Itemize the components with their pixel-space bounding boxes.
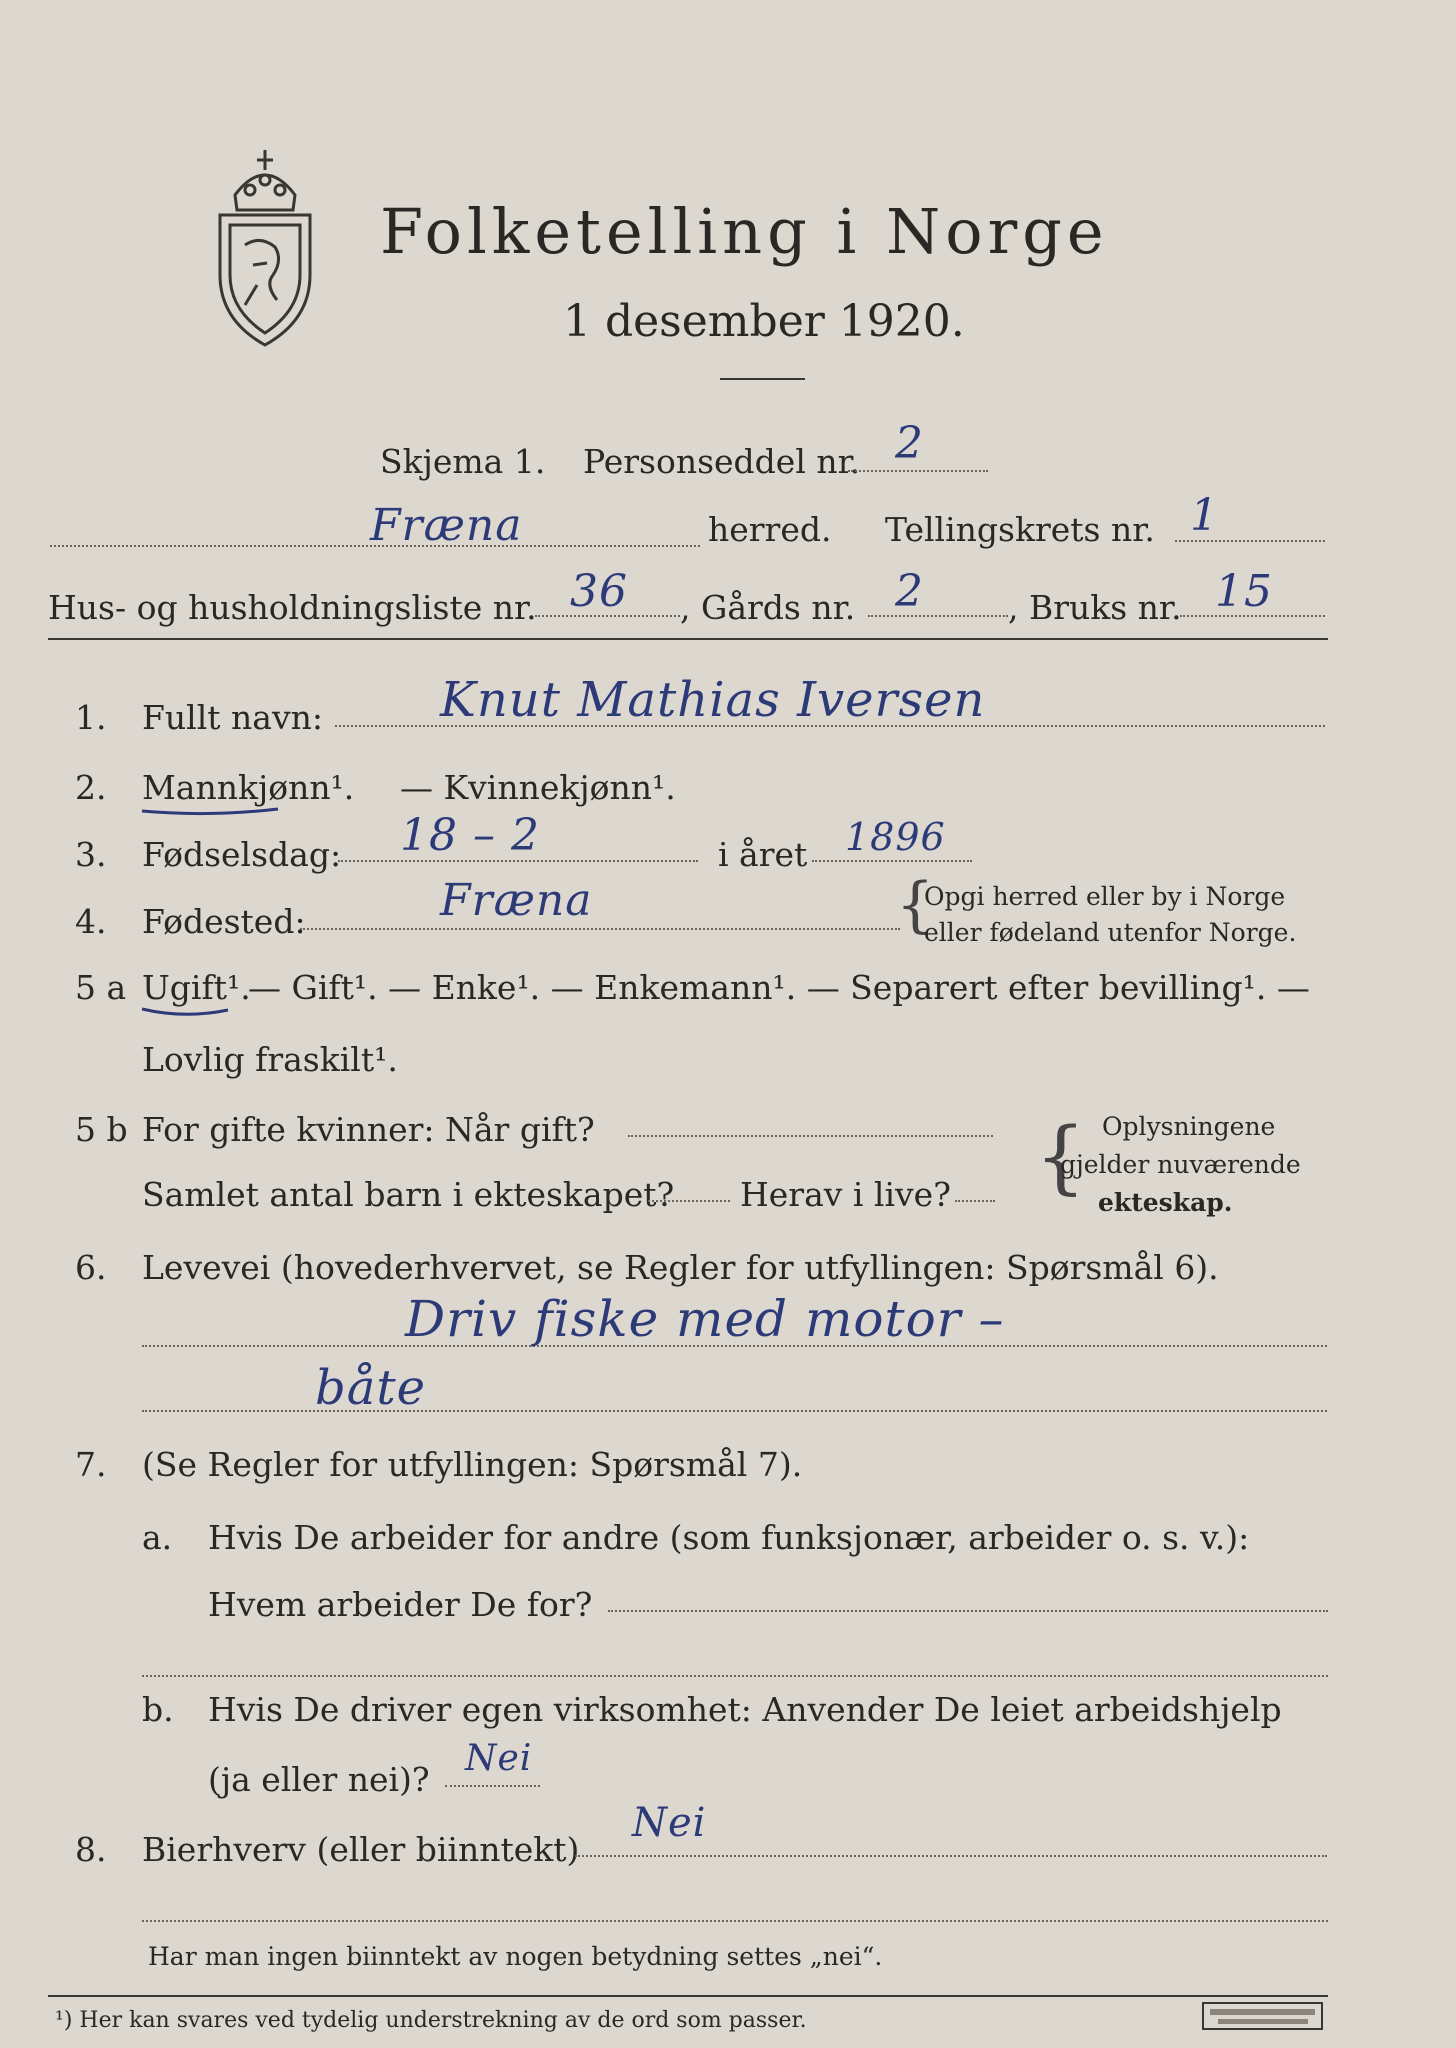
q5a-number: 5 a [75, 968, 127, 1007]
herred-value[interactable]: Fræna [370, 500, 523, 551]
q7-number: 7. [75, 1445, 107, 1484]
q4-brace: { [896, 870, 935, 940]
gards-value[interactable]: 2 [895, 566, 924, 617]
footnote: ¹) Her kan svares ved tydelig understrekning av de ord som passer. [55, 2008, 807, 2033]
footer-note: Har man ingen biinntekt av nogen betydning settes „nei“. [148, 1942, 883, 1971]
q7a-line-2 [142, 1675, 1328, 1677]
q5b-note-1: Oplysningene [1102, 1112, 1276, 1141]
q2-underline [140, 805, 280, 817]
gards-label: , Gårds nr. [680, 588, 856, 627]
q7b-text: Hvis De driver egen virksomhet: Anvender De leiet arbeidshjelp [208, 1690, 1282, 1729]
q6-label: Levevei (hovederhvervet, se Regler for utfyllingen: Spørsmål 6). [142, 1248, 1219, 1287]
q5b-line-3 [955, 1200, 995, 1202]
q4-note-2: eller fødeland utenfor Norge. [924, 918, 1297, 947]
q6-number: 6. [75, 1248, 107, 1287]
tellingskrets-label: Tellingskrets nr. [885, 510, 1155, 549]
q7b-line [445, 1785, 540, 1787]
form-title: Folketelling i Norge [380, 195, 1109, 268]
q3-number: 3. [75, 835, 107, 874]
q1-label: Fullt navn: [142, 698, 323, 737]
q1-value[interactable]: Knut Mathias Iversen [440, 672, 986, 728]
q3-year-line [812, 860, 972, 862]
coat-of-arms-icon [205, 135, 325, 350]
q7a-text-2: Hvem arbeider De for? [208, 1585, 593, 1624]
q1-number: 1. [75, 698, 107, 737]
q3-label: Fødselsdag: [142, 835, 342, 874]
q7b-letter: b. [142, 1690, 174, 1729]
q2-number: 2. [75, 768, 107, 807]
gards-line [868, 615, 1008, 617]
q5a-ugift[interactable]: Ugift¹. [142, 968, 251, 1007]
bruks-value[interactable]: 15 [1215, 566, 1273, 617]
q3-value[interactable]: 18 – 2 [400, 810, 540, 861]
q7-label: (Se Regler for utfyllingen: Spørsmål 7). [142, 1445, 803, 1484]
q5a-options[interactable]: — Gift¹. — Enke¹. — Enkemann¹. — Separert efter bevilling¹. — [248, 968, 1310, 1007]
q5b-line-1 [628, 1135, 993, 1137]
q4-line [300, 928, 900, 930]
q5b-line-2 [648, 1200, 730, 1202]
q5a-underline [140, 1005, 230, 1017]
tellingskrets-value[interactable]: 1 [1190, 490, 1219, 541]
q2-kvinnekjonn[interactable]: — Kvinnekjønn¹. [400, 768, 676, 807]
personseddel-line [848, 470, 988, 472]
q4-label: Fødested: [142, 902, 306, 941]
personseddel-value[interactable]: 2 [895, 418, 924, 469]
q4-note-1: Opgi herred eller by i Norge [924, 882, 1286, 911]
bruks-label: , Bruks nr. [1008, 588, 1182, 627]
q5b-label-1: For gifte kvinner: Når gift? [142, 1110, 595, 1149]
q5b-note-3: ekteskap. [1098, 1188, 1233, 1217]
q7a-letter: a. [142, 1518, 173, 1557]
q8-value[interactable]: Nei [632, 1800, 707, 1846]
q5b-number: 5 b [75, 1110, 128, 1149]
q6-value-1[interactable]: Driv fiske med motor – [405, 1290, 1005, 1348]
q4-number: 4. [75, 902, 107, 941]
hus-label: Hus- og husholdningsliste nr. [48, 588, 537, 627]
header-divider [48, 638, 1328, 640]
q5a-line2[interactable]: Lovlig fraskilt¹. [142, 1040, 398, 1079]
hus-value[interactable]: 36 [570, 566, 628, 617]
footer-rule [48, 1995, 1328, 1997]
q8-number: 8. [75, 1830, 107, 1869]
q3-year-label: i året [718, 835, 808, 874]
q3-year-value[interactable]: 1896 [845, 815, 946, 859]
q4-value[interactable]: Fræna [440, 875, 593, 926]
q5b-brace: { [1035, 1110, 1086, 1203]
form-date: 1 desember 1920. [563, 296, 965, 347]
q7a-text: Hvis De arbeider for andre (som funksjonær, arbeider o. s. v.): [208, 1518, 1250, 1557]
q5b-label-3: Herav i live? [740, 1175, 951, 1214]
title-rule [720, 378, 805, 380]
personseddel-label: Personseddel nr. [583, 442, 861, 481]
q7b-value[interactable]: Nei [465, 1738, 533, 1779]
skjema-label: Skjema 1. [380, 442, 546, 481]
q6-value-2[interactable]: båte [315, 1360, 427, 1416]
q2-mannkjonn[interactable]: Mannkjønn¹. [142, 768, 355, 807]
herred-label: herred. [708, 510, 832, 549]
printer-stamp-icon [1200, 2000, 1325, 2032]
q7b-text-2: (ja eller nei)? [208, 1760, 430, 1799]
q8-line [575, 1855, 1327, 1857]
q7a-line-1 [608, 1610, 1328, 1612]
q5b-note-2: gjelder nuværende [1060, 1150, 1301, 1179]
q8-label: Bierhverv (eller biinntekt) [142, 1830, 580, 1869]
q5b-label-2: Samlet antal barn i ekteskapet? [142, 1175, 675, 1214]
q8-line-2 [142, 1920, 1328, 1922]
